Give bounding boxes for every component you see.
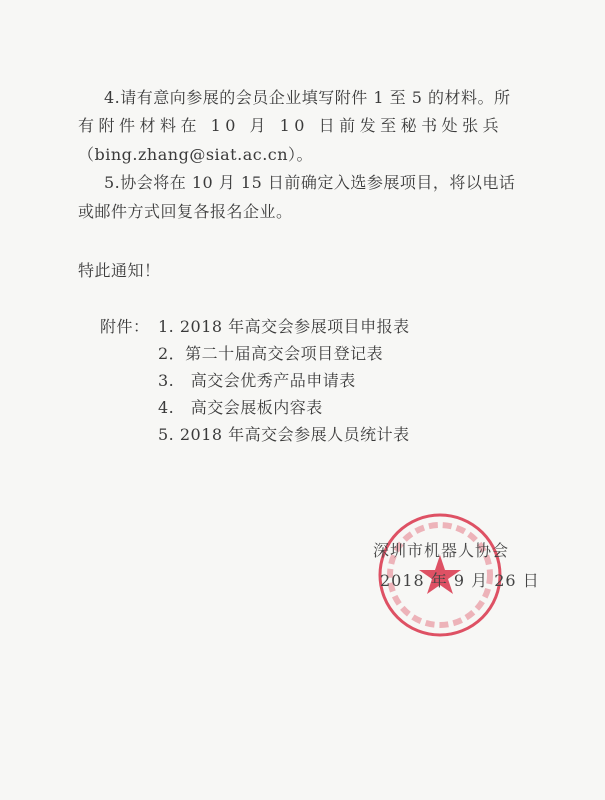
item4-line2: 有附件材料在 10 月 10 日前发至秘书处张兵 [78,116,504,135]
signature-date: 2018 年 9 月 26 日 [380,571,540,590]
attachment-item: 1. 2018 年高交会参展项目申报表 [158,317,410,336]
item4-email-line: （bing.zhang@siat.ac.cn）。 [78,145,314,164]
item5-line1: 5.协会将在 10 月 15 日前确定入选参展项目，将以电话 [104,173,516,192]
attachment-item: 5. 2018 年高交会参展人员统计表 [158,425,410,444]
signature-organization: 深圳市机器人协会 [373,541,510,560]
attachment-item: 4. 高交会展板内容表 [158,398,323,417]
item5-line2: 或邮件方式回复各报名企业。 [78,202,293,221]
item4-line1: 4.请有意向参展的会员企业填写附件 1 至 5 的材料。所 [104,88,511,107]
attachment-item: 3. 高交会优秀产品申请表 [158,371,356,390]
attachment-item: 2．第二十届高交会项目登记表 [158,344,384,363]
notice-closing: 特此通知！ [78,261,161,280]
attachments-label: 附件： [100,317,150,336]
